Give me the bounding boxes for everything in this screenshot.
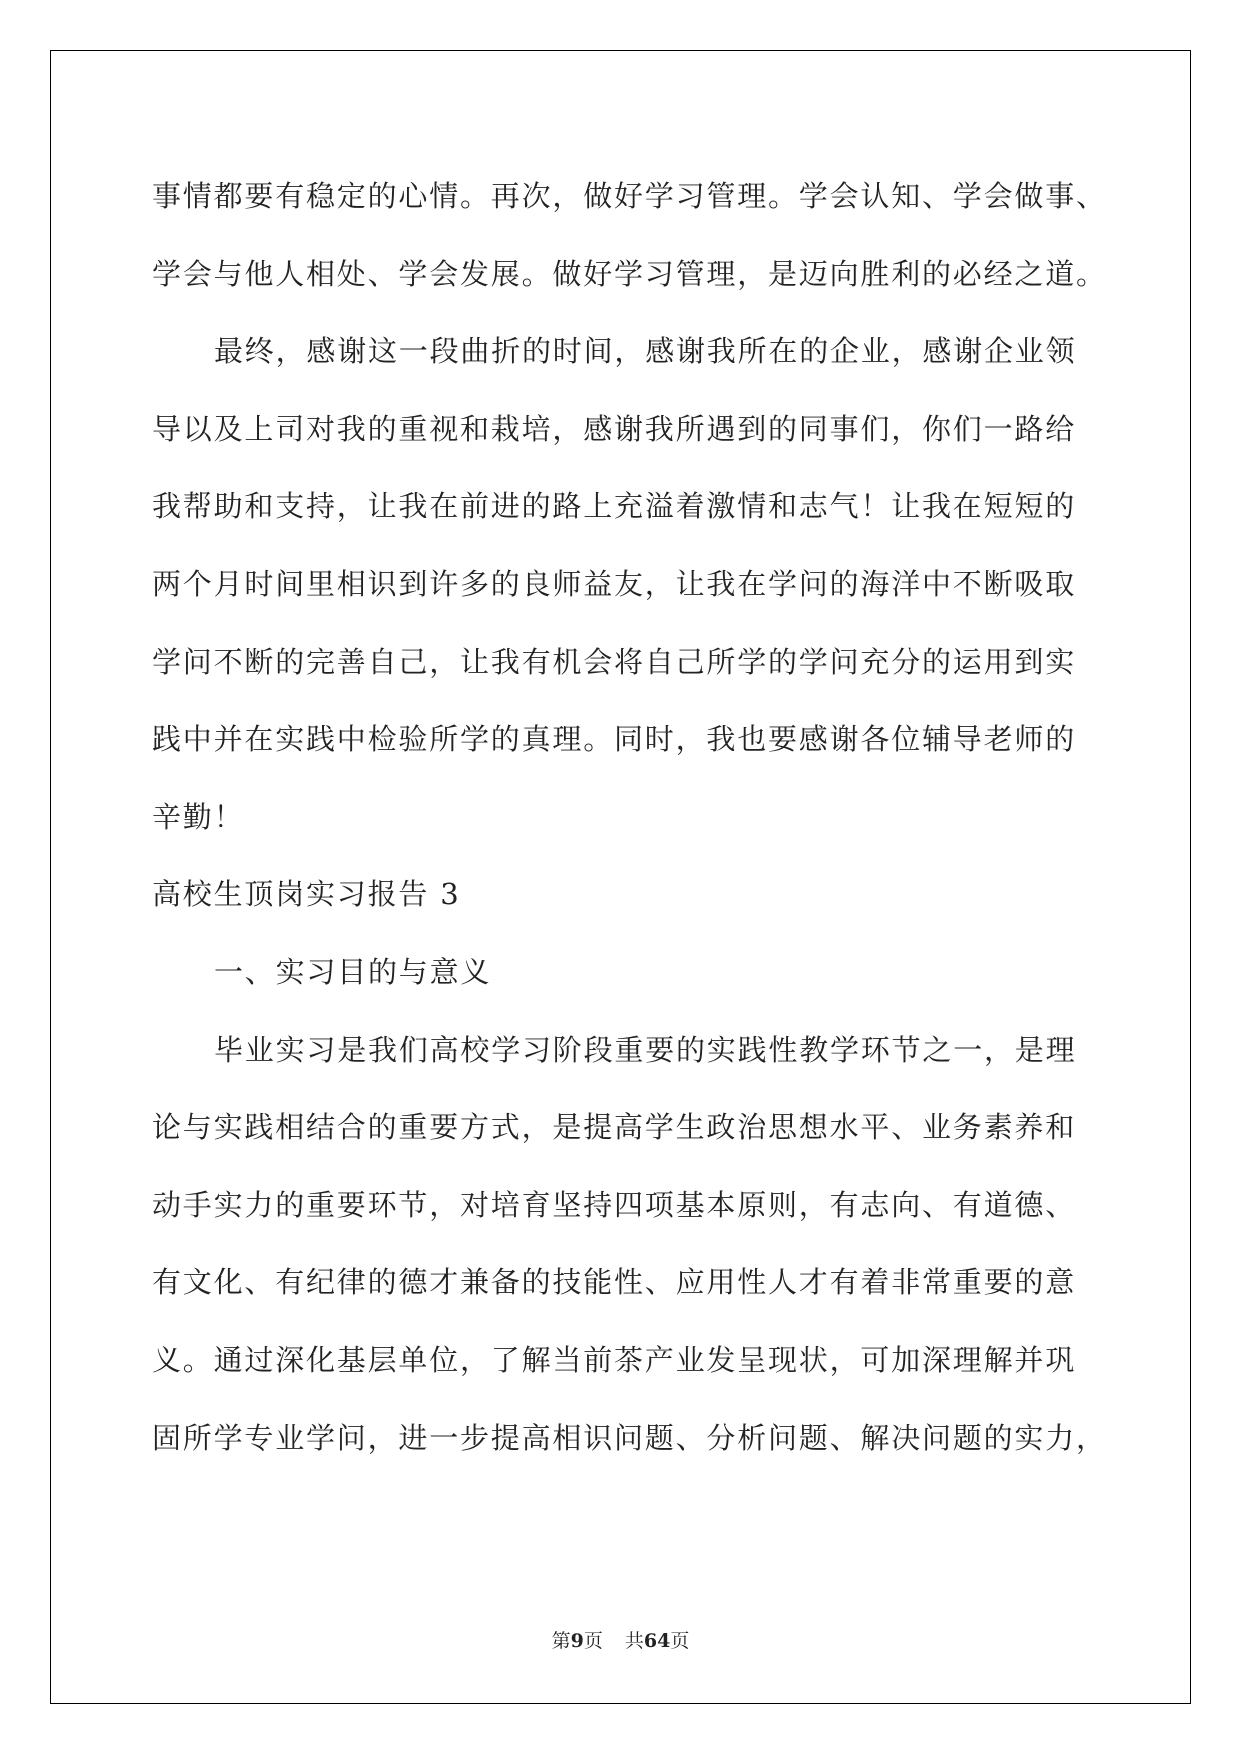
text-line: 论与实践相结合的重要方式，是提高学生政治思想水平、业务素养和 [152,1110,1077,1145]
total-page-number: 64 [643,1630,671,1652]
text-line: 有文化、有纪律的德才兼备的技能性、应用性人才有着非常重要的意 [152,1265,1077,1300]
text-line: 我帮助和支持，让我在前进的路上充溢着激情和志气！让我在短短的 [152,489,1077,524]
text-line: 践中并在实践中检验所学的真理。同时，我也要感谢各位辅导老师的 [152,722,1077,757]
text-line: 导以及上司对我的重视和栽培，感谢我所遇到的同事们，你们一路给 [152,411,1077,446]
text-line: 辛勤！ [152,799,245,834]
text-line: 学问不断的完善自己，让我有机会将自己所学的学问充分的运用到实 [152,644,1077,679]
footer-total-prefix: 共 [624,1630,644,1652]
text-line: 动手实力的重要环节，对培育坚持四项基本原则，有志向、有道德、 [152,1187,1077,1222]
text-line: 最终，感谢这一段曲折的时间，感谢我所在的企业，感谢企业领 [214,334,1077,369]
subheading: 一、实习目的与意义 [214,954,492,989]
section-title: 高校生顶岗实习报告 3 [152,877,461,912]
footer-prefix: 第 [551,1630,571,1652]
text-line: 义。通过深化基层单位，了解当前茶产业发呈现状，可加深理解并巩 [152,1342,1077,1377]
footer-total-unit: 页 [670,1630,690,1652]
document-body [152,158,1107,1477]
footer-page-unit: 页 [583,1630,603,1652]
text-line: 学会与他人相处、学会发展。做好学习管理，是迈向胜利的必经之道。 [152,256,1107,291]
page-footer [0,1626,1241,1653]
current-page-number: 9 [570,1630,584,1652]
text-line: 两个月时间里相识到许多的良师益友，让我在学问的海洋中不断吸取 [152,566,1077,601]
text-line: 事情都要有稳定的心情。再次，做好学习管理。学会认知、学会做事、 [152,179,1107,213]
text-line: 固所学专业学问，进一步提高相识问题、分析问题、解决问题的实力， [152,1420,1107,1455]
text-line: 毕业实习是我们高校学习阶段重要的实践性教学环节之一，是理 [214,1032,1077,1067]
